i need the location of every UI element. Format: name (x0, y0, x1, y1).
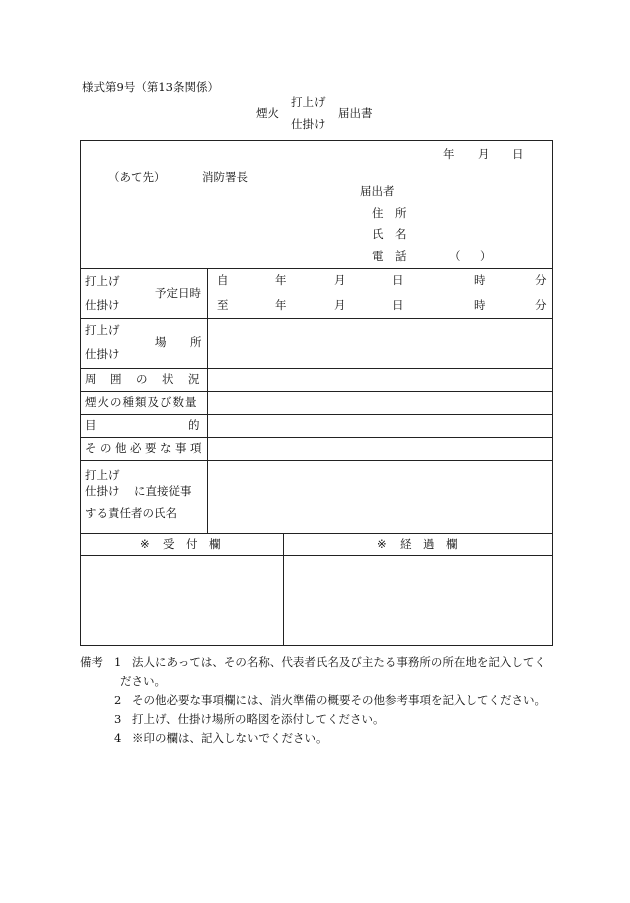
office-column-divider (283, 533, 284, 646)
note-text: ※印の欄は、記入しないでください。 (132, 731, 328, 745)
addressee-label: （あて先） (108, 170, 166, 184)
phone-label-1: 電 (372, 249, 384, 263)
name-label-1: 氏 (372, 227, 384, 241)
title-option-upper: 打上げ (291, 95, 326, 109)
schedule-to-day: 日 (392, 298, 404, 312)
notifier-label: 届出者 (360, 184, 395, 198)
title-prefix: 煙火 (256, 106, 279, 120)
label-column-divider (207, 268, 208, 534)
reception-char: ※ (140, 537, 150, 551)
date-month: 月 (478, 147, 490, 161)
other-items-char: 必 (130, 441, 142, 455)
note-text-continued: ださい。 (120, 674, 166, 688)
progress-char: 経 (400, 537, 412, 551)
other-items-char: の (100, 441, 112, 455)
location-label-right-2: 所 (190, 335, 202, 349)
row-divider (80, 391, 553, 392)
responsible-line1: 打上げ (85, 468, 120, 482)
row-divider (80, 533, 553, 534)
row-divider (80, 414, 553, 415)
surroundings-char: 囲 (110, 372, 122, 386)
schedule-to-label: 至 (217, 298, 229, 312)
row-divider (80, 555, 553, 556)
notes-heading: 備考 (80, 655, 103, 669)
purpose-label-1: 目 (85, 418, 97, 432)
other-items-char: そ (85, 441, 97, 455)
progress-char: ※ (377, 537, 387, 551)
title-suffix: 届出書 (338, 106, 373, 120)
schedule-from-minute: 分 (535, 273, 547, 287)
purpose-label-2: 的 (188, 418, 200, 432)
note-number: 1 (114, 655, 122, 669)
schedule-to-hour: 時 (474, 298, 486, 312)
surroundings-char: 況 (188, 372, 200, 386)
schedule-from-hour: 時 (474, 273, 486, 287)
reception-char: 付 (186, 537, 198, 551)
row-divider (80, 318, 553, 319)
table-border-left (80, 140, 81, 646)
responsible-line3: する責任者の氏名 (85, 506, 177, 520)
location-label-lower: 仕掛け (85, 347, 120, 361)
surroundings-char: の (136, 372, 148, 386)
progress-char: 過 (423, 537, 435, 551)
schedule-label-upper: 打上げ (85, 274, 120, 288)
schedule-to-month: 月 (334, 298, 346, 312)
row-divider (80, 437, 553, 438)
note-text: 打上げ、仕掛け場所の略図を添付してください。 (132, 712, 385, 726)
responsible-line2b: に直接従事 (134, 484, 192, 498)
location-label-upper: 打上げ (85, 323, 120, 337)
phone-label-2: 話 (395, 249, 407, 263)
schedule-label-right: 予定日時 (155, 286, 201, 300)
table-border-bottom (80, 645, 553, 646)
note-number: 4 (114, 731, 122, 745)
row-divider (80, 268, 553, 269)
schedule-to-minute: 分 (535, 298, 547, 312)
address-label-2: 所 (395, 206, 407, 220)
other-items-char: な (160, 441, 172, 455)
title-option-lower: 仕掛け (291, 117, 326, 131)
other-items-char: 他 (115, 441, 127, 455)
table-border-right (552, 140, 553, 646)
date-year: 年 (443, 147, 455, 161)
table-border-top (80, 140, 553, 141)
row-divider (80, 460, 553, 461)
reception-char: 受 (163, 537, 175, 551)
date-day: 日 (512, 147, 524, 161)
surroundings-char: 周 (85, 372, 97, 386)
reception-char: 欄 (209, 537, 221, 551)
row-divider (80, 368, 553, 369)
form-number: 様式第9号（第13条関係） (82, 80, 219, 94)
note-text: その他必要な事項欄には、消火準備の概要その他参考事項を記入してください。 (132, 693, 546, 707)
note-number: 2 (114, 693, 122, 707)
other-items-char: 項 (190, 441, 202, 455)
note-text: 法人にあっては、その名称、代表者氏名及び主たる事務所の所在地を記入してく (132, 655, 546, 669)
address-label-1: 住 (372, 206, 384, 220)
schedule-from-year: 年 (275, 273, 287, 287)
phone-paren-open: （ (449, 249, 461, 263)
location-label-right-1: 場 (155, 335, 167, 349)
other-items-char: 事 (175, 441, 187, 455)
schedule-label-lower: 仕掛け (85, 298, 120, 312)
schedule-from-label: 自 (217, 273, 229, 287)
schedule-to-year: 年 (275, 298, 287, 312)
name-label-2: 名 (395, 227, 407, 241)
addressee: 消防署長 (202, 170, 248, 184)
fireworks-kind-label: 煙火の種類及び数量 (85, 395, 198, 409)
phone-paren-close: ） (480, 249, 492, 263)
other-items-char: 要 (145, 441, 157, 455)
schedule-from-month: 月 (334, 273, 346, 287)
responsible-line2a: 仕掛け (85, 484, 120, 498)
progress-char: 欄 (446, 537, 458, 551)
surroundings-char: 状 (162, 372, 174, 386)
note-number: 3 (114, 712, 122, 726)
schedule-from-day: 日 (392, 273, 404, 287)
